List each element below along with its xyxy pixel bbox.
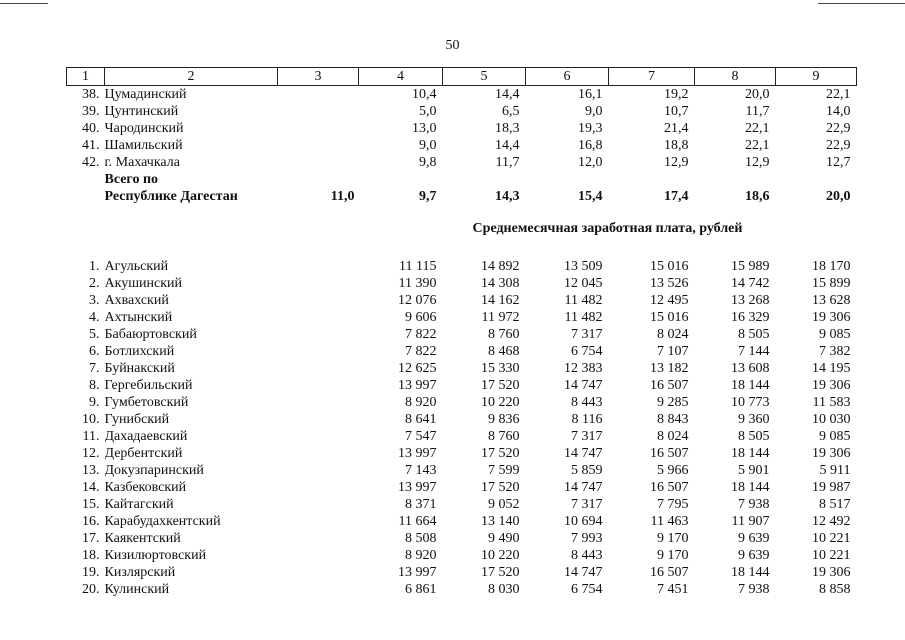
row-number: [67, 171, 105, 188]
value-cell-c8: 22,1: [745, 138, 770, 153]
value-cell-c6: 14 747: [564, 446, 603, 461]
district-name: Цунтинский: [104, 104, 179, 119]
value-cell-c8: 10 773: [731, 395, 770, 410]
row-number: 3.: [89, 293, 100, 308]
value-cell-c7: 13 182: [650, 361, 689, 376]
district-name: Дахадаевский: [104, 429, 188, 444]
value-cell-c9: 10 030: [812, 412, 851, 427]
value-cell-c7: 12,9: [664, 155, 689, 170]
empty-cell: [278, 275, 359, 292]
value-cell-c4: 11 390: [398, 276, 437, 291]
empty-cell: [776, 171, 857, 188]
value-cell-c5: 8 468: [488, 344, 520, 359]
total-label-row: [67, 171, 857, 188]
empty-cell: [278, 292, 359, 309]
value-cell-c6: 6 754: [571, 582, 603, 597]
district-name: Буйнакский: [104, 361, 175, 376]
value-cell-c3: [278, 120, 359, 137]
empty-cell: [278, 445, 359, 462]
table-row: [67, 343, 857, 360]
table-row: [67, 275, 857, 292]
value-cell-c9: 9 085: [819, 327, 851, 342]
value-cell-c4: 13,0: [412, 121, 437, 136]
table-row: [67, 428, 857, 445]
empty-cell: [278, 258, 359, 275]
empty-cell: [443, 171, 526, 188]
total-value-c9: 20,0: [826, 189, 851, 204]
value-cell-c7: 5 966: [657, 463, 689, 478]
value-cell-c4: 9,8: [419, 155, 437, 170]
empty-cell: [526, 171, 609, 188]
value-cell-c7: 8 843: [657, 412, 689, 427]
value-cell-c7: 15 016: [650, 259, 689, 274]
table-row: [67, 103, 857, 120]
column-index-cell: 2: [105, 68, 278, 86]
value-cell-c8: 7 144: [738, 344, 770, 359]
value-cell-c7: 7 107: [657, 344, 689, 359]
value-cell-c5: 17 520: [481, 480, 520, 495]
column-index-row: [67, 68, 857, 86]
district-name: Агульский: [104, 259, 169, 274]
value-cell-c5: 14 892: [481, 259, 520, 274]
table-row: [67, 564, 857, 581]
value-cell-c8: 18 144: [731, 480, 770, 495]
district-name: Каякентский: [104, 531, 181, 546]
value-cell-c6: 13 509: [564, 259, 603, 274]
empty-cell: [359, 171, 443, 188]
spacer-row: [67, 205, 857, 219]
row-number: 19.: [82, 565, 100, 580]
value-cell-c9: 14,0: [826, 104, 851, 119]
value-cell-c9: 11 583: [812, 395, 851, 410]
table-row: [67, 86, 857, 104]
value-cell-c7: 16 507: [650, 480, 689, 495]
district-name: Дербентский: [104, 446, 183, 461]
value-cell-c6: 16,8: [578, 138, 603, 153]
value-cell-c8: 8 505: [738, 327, 770, 342]
value-cell-c8: 16 329: [731, 310, 770, 325]
value-cell-c5: 8 030: [488, 582, 520, 597]
row-number: 40.: [82, 121, 100, 136]
column-index-cell: 7: [609, 68, 695, 86]
top-left-rule: [0, 3, 48, 4]
value-cell-c8: 9 360: [738, 412, 770, 427]
table-row: [67, 137, 857, 154]
section-title: Среднемесячная заработная плата, рублей: [472, 220, 743, 236]
value-cell-c7: 16 507: [650, 565, 689, 580]
value-cell-c5: 8 760: [488, 429, 520, 444]
value-cell-c7: 10,7: [664, 104, 689, 119]
value-cell-c8: 8 505: [738, 429, 770, 444]
row-number: 12.: [82, 446, 100, 461]
value-cell-c9: 8 517: [819, 497, 851, 512]
district-name: Акушинский: [104, 276, 182, 291]
total-value-c4: 9,7: [419, 189, 437, 204]
district-name: Ахтынский: [104, 310, 173, 325]
row-number: 5.: [89, 327, 100, 342]
value-cell-c9: 19 306: [812, 378, 851, 393]
value-cell-c7: 13 526: [650, 276, 689, 291]
value-cell-c7: 9 170: [657, 548, 689, 563]
value-cell-c8: 20,0: [745, 87, 770, 102]
value-cell-c6: 16,1: [578, 87, 603, 102]
value-cell-c9: 22,9: [826, 121, 851, 136]
row-number: 10.: [82, 412, 100, 427]
row-number: 8.: [89, 378, 100, 393]
value-cell-c9: 10 221: [812, 548, 851, 563]
row-number: 18.: [82, 548, 100, 563]
empty-cell: [278, 428, 359, 445]
value-cell-c3: [278, 154, 359, 171]
table-row: [67, 513, 857, 530]
district-name: Докузпаринский: [104, 463, 204, 478]
row-number: 9.: [89, 395, 100, 410]
value-cell-c6: 7 317: [571, 497, 603, 512]
value-cell-c7: 8 024: [657, 327, 689, 342]
value-cell-c8: 12,9: [745, 155, 770, 170]
value-cell-c8: 5 901: [738, 463, 770, 478]
value-cell-c9: 19 987: [812, 480, 851, 495]
total-value-c7: 17,4: [664, 189, 689, 204]
value-cell-c9: 12 492: [812, 514, 851, 529]
row-number: 11.: [82, 429, 100, 444]
value-cell-c7: 16 507: [650, 446, 689, 461]
value-cell-c9: 18 170: [812, 259, 851, 274]
value-cell-c6: 19,3: [578, 121, 603, 136]
value-cell-c4: 13 997: [398, 378, 437, 393]
value-cell-c5: 17 520: [481, 446, 520, 461]
value-cell-c4: 9 606: [405, 310, 437, 325]
column-index-cell: 5: [443, 68, 526, 86]
row-number: 13.: [82, 463, 100, 478]
value-cell-c8: 18 144: [731, 378, 770, 393]
column-index-cell: 9: [776, 68, 857, 86]
value-cell-c9: 19 306: [812, 446, 851, 461]
value-cell-c7: 21,4: [664, 121, 689, 136]
column-index-cell: 6: [526, 68, 609, 86]
value-cell-c5: 13 140: [481, 514, 520, 529]
empty-cell: [278, 309, 359, 326]
column-index-cell: 1: [67, 68, 105, 86]
value-cell-c7: 9 170: [657, 531, 689, 546]
value-cell-c4: 8 920: [405, 395, 437, 410]
district-name: Карабудахкентский: [104, 514, 221, 529]
value-cell-c9: 19 306: [812, 310, 851, 325]
district-name: Кайтагский: [104, 497, 174, 512]
empty-cell: [278, 513, 359, 530]
district-name: Гумбетовский: [104, 395, 189, 410]
data-table: [66, 67, 857, 598]
total-value-c8: 18,6: [745, 189, 770, 204]
value-cell-c5: 7 599: [488, 463, 520, 478]
empty-cell: [278, 343, 359, 360]
value-cell-c5: 14 308: [481, 276, 520, 291]
value-cell-c9: 12,7: [826, 155, 851, 170]
district-name: Цумадинский: [104, 87, 187, 102]
district-name: Шамильский: [104, 138, 183, 153]
value-cell-c4: 8 641: [405, 412, 437, 427]
value-cell-c4: 8 508: [405, 531, 437, 546]
value-cell-c3: [278, 137, 359, 154]
value-cell-c6: 9,0: [585, 104, 603, 119]
total-value-c5: 14,3: [495, 189, 520, 204]
empty-cell: [278, 462, 359, 479]
value-cell-c7: 9 285: [657, 395, 689, 410]
value-cell-c6: 14 747: [564, 480, 603, 495]
district-name: Кулинский: [104, 582, 170, 597]
empty-cell: [695, 171, 776, 188]
value-cell-c5: 10 220: [481, 395, 520, 410]
value-cell-c8: 14 742: [731, 276, 770, 291]
total-value-c3: 11,0: [330, 189, 355, 204]
value-cell-c4: 12 625: [398, 361, 437, 376]
value-cell-c4: 7 547: [405, 429, 437, 444]
value-cell-c9: 19 306: [812, 565, 851, 580]
value-cell-c7: 19,2: [664, 87, 689, 102]
value-cell-c4: 11 664: [398, 514, 437, 529]
empty-cell: [278, 377, 359, 394]
table-row: [67, 377, 857, 394]
row-number: 41.: [82, 138, 100, 153]
value-cell-c6: 11 482: [564, 293, 603, 308]
empty-cell: [278, 171, 359, 188]
value-cell-c5: 17 520: [481, 565, 520, 580]
total-label-line2: Республике Дагестан: [104, 189, 238, 204]
value-cell-c7: 18,8: [664, 138, 689, 153]
district-name: Бабаюртовский: [104, 327, 197, 342]
value-cell-c5: 11 972: [481, 310, 520, 325]
value-cell-c5: 14,4: [495, 138, 520, 153]
table-row: [67, 326, 857, 343]
value-cell-c9: 22,9: [826, 138, 851, 153]
section-heading-row: [67, 219, 857, 237]
row-number: 17.: [82, 531, 100, 546]
value-cell-c6: 6 754: [571, 344, 603, 359]
empty-cell: [278, 547, 359, 564]
value-cell-c6: 10 694: [564, 514, 603, 529]
empty-cell: [278, 496, 359, 513]
district-name: Кизлярский: [104, 565, 176, 580]
value-cell-c8: 11,7: [745, 104, 770, 119]
table-row: [67, 496, 857, 513]
spacer-cell: [67, 205, 857, 219]
row-number: 6.: [89, 344, 100, 359]
value-cell-c4: 7 822: [405, 327, 437, 342]
value-cell-c7: 11 463: [650, 514, 689, 529]
value-cell-c8: 7 938: [738, 497, 770, 512]
district-name: Гергебильский: [104, 378, 193, 393]
value-cell-c6: 7 993: [571, 531, 603, 546]
empty-cell: [278, 394, 359, 411]
empty-cell: [278, 581, 359, 598]
value-cell-c6: 14 747: [564, 565, 603, 580]
column-index-cell: 3: [278, 68, 359, 86]
value-cell-c5: 15 330: [481, 361, 520, 376]
district-name: г. Махачкала: [104, 155, 180, 170]
value-cell-c5: 11,7: [495, 155, 520, 170]
total-label-line1: Всего по: [104, 172, 159, 187]
value-cell-c8: 22,1: [745, 121, 770, 136]
value-cell-c6: 12 383: [564, 361, 603, 376]
value-cell-c5: 9 490: [488, 531, 520, 546]
value-cell-c4: 10,4: [412, 87, 437, 102]
value-cell-c8: 11 907: [731, 514, 770, 529]
table-row: [67, 530, 857, 547]
spacer-cell: [67, 237, 857, 258]
value-cell-c6: 8 443: [571, 395, 603, 410]
row-number: 16.: [82, 514, 100, 529]
top-right-rule: [818, 3, 905, 4]
empty-cell: [278, 564, 359, 581]
row-number: 38.: [82, 87, 100, 102]
value-cell-c7: 15 016: [650, 310, 689, 325]
empty-cell: [278, 530, 359, 547]
district-name: Кизилюртовский: [104, 548, 207, 563]
value-cell-c5: 17 520: [481, 378, 520, 393]
empty-cell: [278, 326, 359, 343]
value-cell-c4: 9,0: [419, 138, 437, 153]
row-number: 20.: [82, 582, 100, 597]
row-number: 2.: [89, 276, 100, 291]
value-cell-c4: 13 997: [398, 446, 437, 461]
table-row: [67, 547, 857, 564]
value-cell-c9: 14 195: [812, 361, 851, 376]
value-cell-c4: 12 076: [398, 293, 437, 308]
value-cell-c6: 12,0: [578, 155, 603, 170]
value-cell-c7: 7 795: [657, 497, 689, 512]
total-value-c6: 15,4: [578, 189, 603, 204]
value-cell-c5: 6,5: [502, 104, 520, 119]
value-cell-c4: 11 115: [399, 259, 437, 274]
value-cell-c9: 10 221: [812, 531, 851, 546]
table-row: [67, 154, 857, 171]
value-cell-c6: 12 045: [564, 276, 603, 291]
district-name: Ахвахский: [104, 293, 169, 308]
value-cell-c7: 7 451: [657, 582, 689, 597]
row-number: 42.: [82, 155, 100, 170]
value-cell-c9: 9 085: [819, 429, 851, 444]
page-number: 50: [445, 38, 460, 53]
value-cell-c5: 9 052: [488, 497, 520, 512]
value-cell-c7: 12 495: [650, 293, 689, 308]
row-number: 14.: [82, 480, 100, 495]
value-cell-c9: 8 858: [819, 582, 851, 597]
value-cell-c6: 5 859: [571, 463, 603, 478]
total-row: [67, 188, 857, 205]
value-cell-c9: 5 911: [819, 463, 851, 478]
district-name: Гунибский: [104, 412, 170, 427]
value-cell-c8: 18 144: [731, 565, 770, 580]
value-cell-c8: 9 639: [738, 531, 770, 546]
value-cell-c4: 6 861: [405, 582, 437, 597]
empty-cell: [278, 360, 359, 377]
value-cell-c5: 10 220: [481, 548, 520, 563]
table-row: [67, 292, 857, 309]
empty-cell: [278, 479, 359, 496]
column-index-cell: 8: [695, 68, 776, 86]
value-cell-c4: 5,0: [419, 104, 437, 119]
district-name: Чародинский: [104, 121, 184, 136]
table-row: [67, 445, 857, 462]
value-cell-c3: [278, 103, 359, 120]
value-cell-c4: 8 920: [405, 548, 437, 563]
table-row: [67, 309, 857, 326]
value-cell-c6: 11 482: [564, 310, 603, 325]
row-number: 7.: [89, 361, 100, 376]
value-cell-c4: 13 997: [398, 565, 437, 580]
value-cell-c6: 8 443: [571, 548, 603, 563]
value-cell-c5: 14 162: [481, 293, 520, 308]
row-number: 1.: [89, 259, 100, 274]
value-cell-c6: 14 747: [564, 378, 603, 393]
value-cell-c5: 18,3: [495, 121, 520, 136]
value-cell-c5: 14,4: [495, 87, 520, 102]
table-row: [67, 479, 857, 496]
value-cell-c8: 15 989: [731, 259, 770, 274]
empty-cell: [609, 171, 695, 188]
value-cell-c9: 22,1: [826, 87, 851, 102]
value-cell-c8: 7 938: [738, 582, 770, 597]
value-cell-c3: [278, 86, 359, 104]
value-cell-c4: 8 371: [405, 497, 437, 512]
value-cell-c6: 7 317: [571, 327, 603, 342]
spacer-row: [67, 237, 857, 258]
row-number: 4.: [89, 310, 100, 325]
value-cell-c5: 8 760: [488, 327, 520, 342]
table-row: [67, 462, 857, 479]
value-cell-c8: 18 144: [731, 446, 770, 461]
value-cell-c7: 8 024: [657, 429, 689, 444]
district-name: Казбековский: [104, 480, 187, 495]
row-number: 39.: [82, 104, 100, 119]
empty-cell: [278, 411, 359, 428]
value-cell-c6: 7 317: [571, 429, 603, 444]
value-cell-c9: 7 382: [819, 344, 851, 359]
value-cell-c9: 13 628: [812, 293, 851, 308]
table-row: [67, 258, 857, 275]
row-number: 15.: [82, 497, 100, 512]
value-cell-c9: 15 899: [812, 276, 851, 291]
table-row: [67, 360, 857, 377]
value-cell-c8: 13 608: [731, 361, 770, 376]
value-cell-c4: 7 822: [405, 344, 437, 359]
table-row: [67, 120, 857, 137]
value-cell-c4: 13 997: [398, 480, 437, 495]
value-cell-c6: 8 116: [571, 412, 603, 427]
value-cell-c8: 13 268: [731, 293, 770, 308]
district-name: Ботлихский: [104, 344, 175, 359]
value-cell-c7: 16 507: [650, 378, 689, 393]
table-row: [67, 394, 857, 411]
column-index-cell: 4: [359, 68, 443, 86]
value-cell-c8: 9 639: [738, 548, 770, 563]
value-cell-c4: 7 143: [405, 463, 437, 478]
table-row: [67, 411, 857, 428]
value-cell-c5: 9 836: [488, 412, 520, 427]
spacer-cell: [67, 219, 359, 237]
table-row: [67, 581, 857, 598]
row-number: [67, 188, 105, 205]
